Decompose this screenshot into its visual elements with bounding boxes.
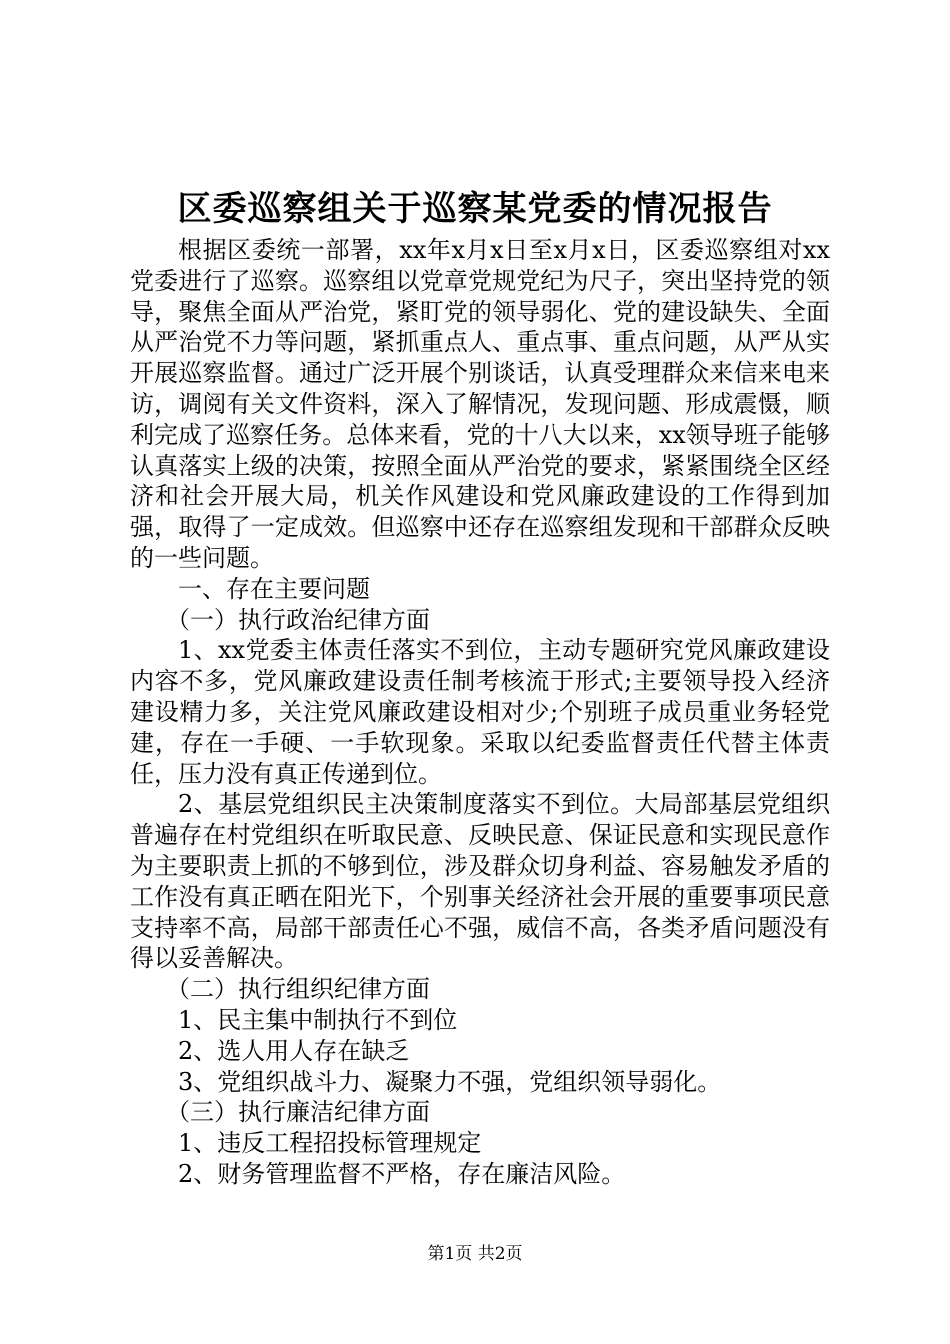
section-heading: 一、存在主要问题 [178, 574, 370, 603]
document-body [130, 235, 830, 1190]
list-item: 2、财务管理监督不严格，存在廉洁风险。 [178, 1159, 626, 1188]
list-item: 1、违反工程招投标管理规定 [178, 1129, 482, 1158]
subsection-heading-political: （一）执行政治纪律方面 [166, 605, 430, 634]
list-item: 2、选人用人存在缺乏 [178, 1036, 410, 1065]
page-footer: 第1页 共2页 [427, 1244, 523, 1264]
list-item: 1、xx党委主体责任落实不到位，主动专题研究党风廉政建设内容不多，党风廉政建设责任制考核流于形式;主要领导投入经济建设精力多，关注党风廉政建设相对少;个别班子成员重业务轻党建，存在一手硬、一手软现象。采取以纪委监督责任代替主体责任，压力没有真正传递到位。 [130, 636, 830, 788]
list-item: 3、党组织战斗力、凝聚力不强，党组织领导弱化。 [178, 1067, 722, 1096]
list-item: 1、民主集中制执行不到位 [178, 1005, 458, 1034]
intro-paragraph: 根据区委统一部署，xx年x月x日至x月x日，区委巡察组对xx党委进行了巡察。巡察组以党章党规党纪为尺子，突出坚持党的领导，聚焦全面从严治党，紧盯党的领导弱化、党的建设缺失、全面从严治党不力等问题，紧抓重点人、重点事、重点问题，从严从实开展巡察监督。通过广泛开展个别谈话，认真受理群众来信来电来访，调阅有关文件资料，深入了解情况，发现问题、形成震慑，顺利完成了巡察任务。总体来看，党的十八大以来，xx领导班子能够认真落实上级的决策，按照全面从严治党的要求，紧紧围绕全区经济和社会开展大局，机关作风建设和党风廉政建设的工作得到加强，取得了一定成效。但巡察中还存在巡察组发现和干部群众反映的一些问题。 [130, 236, 830, 572]
document-title: 区委巡察组关于巡察某党委的情况报告 [177, 189, 773, 229]
subsection-heading-integrity: （三）执行廉洁纪律方面 [166, 1098, 430, 1127]
list-item: 2、基层党组织民主决策制度落实不到位。大局部基层党组织普遍存在村党组织在听取民意、反映民意、保证民意和实现民意作为主要职责上抓的不够到位，涉及群众切身利益、容易触发矛盾的工作没有真正晒在阳光下，个别事关经济社会开展的重要事项民意支持率不高，局部干部责任心不强，威信不高，各类矛盾问题没有得以妥善解决。 [130, 790, 830, 973]
subsection-heading-organizational: （二）执行组织纪律方面 [166, 975, 430, 1004]
